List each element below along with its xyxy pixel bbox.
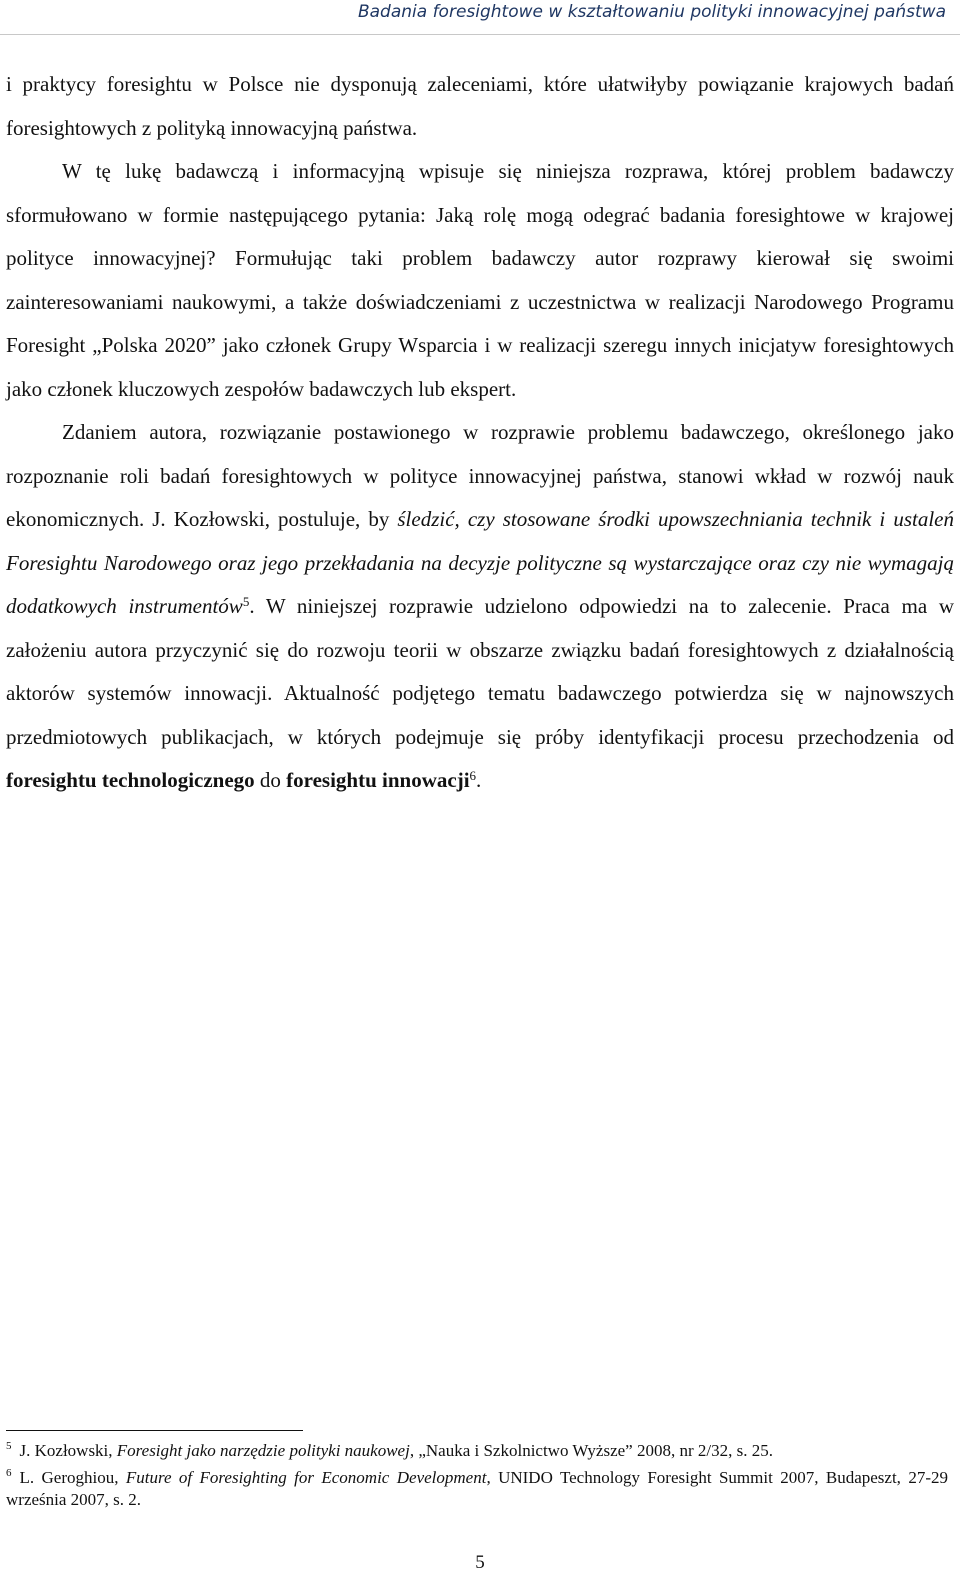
paragraph-1: i praktycy foresightu w Polsce nie dysponują zaleceniami, które ułatwiłyby powiązanie krajowych badań foresightowych z polityką innowacyjną państwa. [6, 72, 954, 140]
footnote-source: , „Nauka i Szkolnictwo Wyższe” 2008, nr 2/32, s. 25. [409, 1441, 773, 1460]
paragraph-3-text-c: do [254, 768, 287, 792]
page-number: 5 [475, 1552, 485, 1573]
term-innovation-foresight-group [286, 768, 481, 792]
paragraph-2: W tę lukę badawczą i informacyjną wpisuje się niniejsza rozprawa, której problem badawczy sformułowano w formie następującego pytania: Jaką rolę mogą odegrać badania foresightowe w krajowej polityce innowacyjnej? Formułując taki problem badawczy autor rozprawy kierował się swoimi zainteresowaniami naukowymi, a także doświadczeniami z uczestnictwa w realizacji Narodowego Programu Foresight „Polska 2020” jako członek Grupy Wsparcia i w realizacji szeregu innych inicjatyw foresightowych jako członek kluczowych zespołów badawczych lub ekspert. [6, 159, 954, 401]
footnote-source: , UNIDO Technology Foresight Summit 2007, Budapeszt, 27-29 września 2007, s. 2. [6, 1468, 948, 1509]
footnote-title: Foresight jako narzędzie polityki naukowej [116, 1441, 410, 1460]
footnote-number: 6 [6, 1467, 12, 1480]
paragraph-3-text-a: Zdaniem autora, rozwiązanie postawionego w rozprawie problemu badawczego, określonego jako rozpoznanie roli badań foresightowych w polityce innowacyjnej państwa, stanowi wkład w rozwój nauk ekonomicznych. J. Kozłowski, postuluje, by [6, 420, 954, 531]
footnote-author: J. Kozłowski, [19, 1441, 117, 1460]
footnote-6 [6, 1467, 948, 1511]
footnote-ref-6[interactable]: 6 [469, 767, 477, 783]
term-technology-foresight: foresightu technologicznego [6, 768, 255, 792]
paragraph-3 [6, 411, 954, 803]
footnote-author: L. Geroghiou, [19, 1468, 126, 1487]
header-divider [0, 34, 960, 35]
footnotes [6, 1440, 948, 1516]
running-header: Badania foresightowe w kształtowaniu polityki innowacyjnej państwa [357, 2, 946, 22]
footnote-5 [6, 1440, 948, 1462]
main-text [6, 63, 954, 803]
paragraph-3-text-d: . [476, 768, 482, 792]
footnote-ref-5[interactable]: 5 [242, 593, 250, 609]
quoted-recommendation: śledzić, czy stosowane środki upowszechniania technik i ustaleń Foresightu Narodowego oraz jego przekładania na decyzje polityczne są wystarczające oraz czy nie wymagają dodatkowych instrumentów [6, 507, 954, 618]
paragraph-3-text-b: . W niniejszej rozprawie udzielono odpowiedzi na to zalecenie. Praca ma w założeniu autora przyczynić się do rozwoju teorii w obszarze związku badań foresightowych z działalnością aktorów systemów innowacji. Aktualność podjętego tematu badawczego potwierdza się w najnowszych przedmiotowych publikacjach, w których podejmuje się próby identyfikacji procesu przechodzenia od [6, 594, 954, 749]
footnote-number: 5 [6, 1440, 12, 1453]
footnote-divider [6, 1430, 303, 1431]
footnote-title: Future of Foresighting for Economic Development [125, 1468, 487, 1487]
term-innovation-foresight: foresightu innowacji [286, 768, 470, 792]
